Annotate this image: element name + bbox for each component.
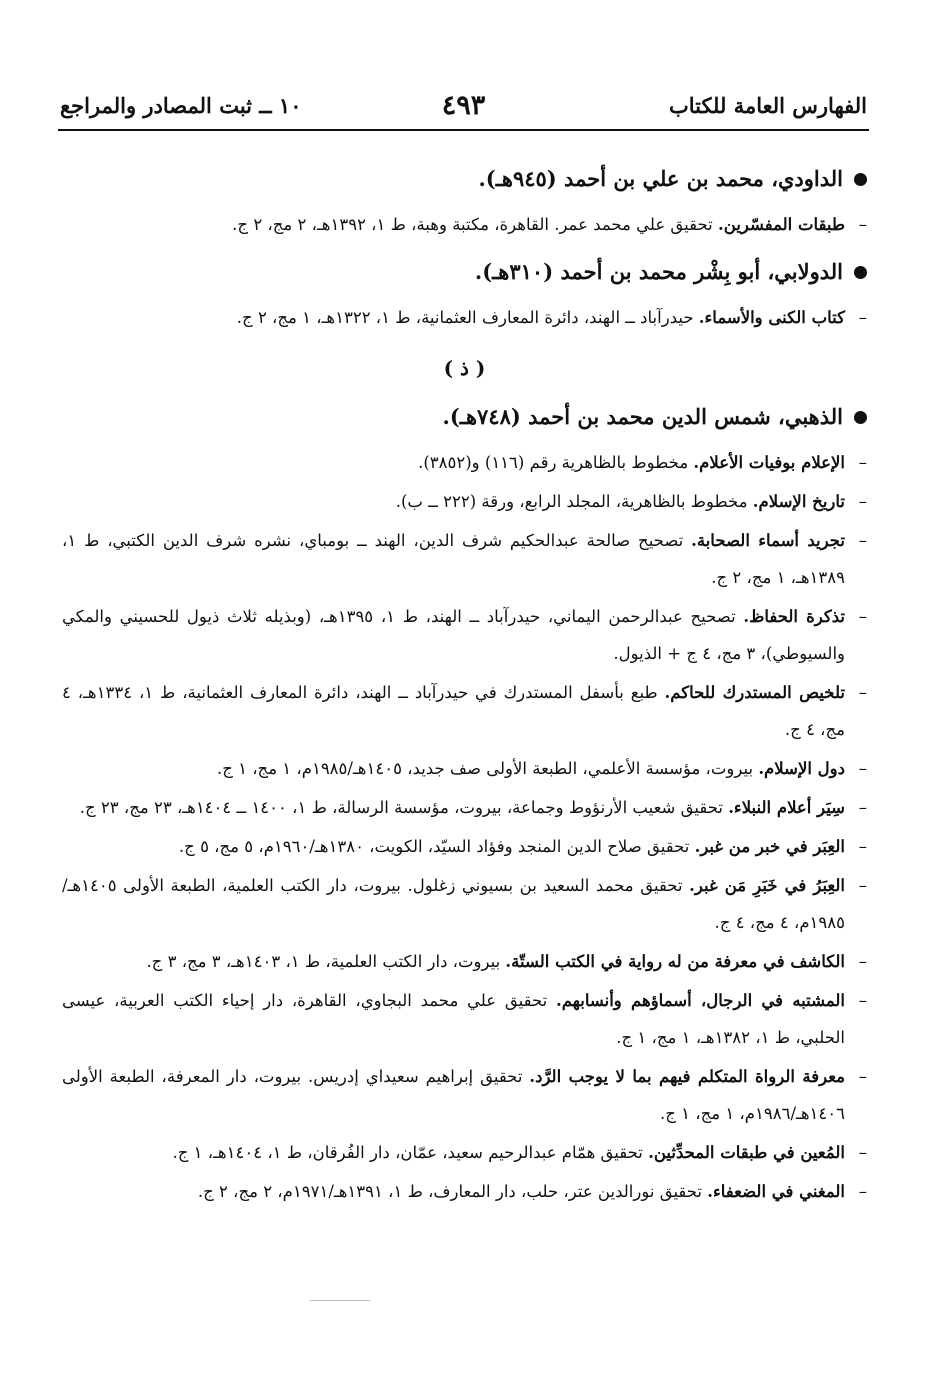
author-heading (62, 160, 867, 198)
entry-details: مخطوط بالظاهرية، المجلد الرابع، ورقة (٢٢٢ ــ ب). (395, 492, 753, 511)
dash-icon: – (858, 1182, 867, 1201)
entry-title: العِبَرُ في خَبَرِ مَن غبر. (689, 876, 845, 895)
bibliography-entry (62, 674, 867, 748)
dash-icon: – (858, 683, 867, 702)
entry-details: تحقيق علي محمد عمر. القاهرة، مكتبة وهبة، ط ١، ١٣٩٢هـ، ٢ مج، ٢ ج. (232, 215, 719, 234)
dash-icon: – (858, 876, 867, 895)
entry-details: بيروت، دار الكتب العلمية، ط ١، ١٤٠٣هـ، ٣ مج، ٣ ج. (146, 952, 506, 971)
dash-icon: – (858, 492, 867, 511)
entry-title: تاريخ الإسلام. (752, 492, 845, 511)
entry-details: تحقيق صلاح الدين المنجد وفؤاد السيّد، الكويت، ١٣٨٠هـ/١٩٦٠م، ٥ مج، ٥ ج. (178, 837, 695, 856)
entry-title: المشتبه في الرجال، أسماؤهم وأنسابهم. (555, 991, 845, 1010)
header-book-index-title: الفهارس العامة للكتاب (668, 92, 867, 118)
entry-details: تحقيق شعيب الأرنؤوط وجماعة، بيروت، مؤسسة الرسالة، ط ١، ١٤٠٠ ــ ١٤٠٤هـ، ٢٣ مج، ٢٣ ج. (79, 798, 729, 817)
bibliography-entry (62, 522, 867, 596)
bibliography-entry (62, 750, 867, 787)
entry-title: سِيَر أعلام النبلاء. (728, 798, 845, 817)
bullet-icon (854, 411, 867, 424)
entry-title: الإعلام بوفيات الأعلام. (693, 453, 845, 472)
entry-title: المغني في الضعفاء. (707, 1182, 845, 1201)
bibliography-entry (62, 1134, 867, 1171)
entry-details: تحقيق إبراهيم سعيداي إدريس. بيروت، دار المعرفة، الطبعة الأولى ١٤٠٦هـ/١٩٨٦م، ١ مج، ١ ج. (62, 1067, 845, 1123)
entry-title: تذكرة الحفاظ. (743, 607, 846, 626)
bibliography-entry (62, 867, 867, 941)
dash-icon: – (858, 991, 867, 1010)
page-number: ٤٩٣ (441, 89, 486, 121)
bibliography-content (62, 150, 867, 1212)
dash-icon: – (858, 837, 867, 856)
dash-icon: – (858, 607, 867, 626)
bibliography-entry (62, 828, 867, 865)
bibliography-entry (62, 789, 867, 826)
entry-details: تحقيق علي محمد البجاوي، القاهرة، دار إحياء الكتب العربية، عيسى الحلبي، ط ١، ١٣٨٢هـ، ١ مج، ١ ج. (62, 991, 845, 1047)
entry-title: طبقات المفسّرين. (718, 215, 845, 234)
bibliography-entry (62, 299, 867, 336)
header-section-title: ١٠ ــ ثبت المصادر والمراجع (60, 92, 302, 118)
bibliography-entry (62, 1173, 867, 1210)
dash-icon: – (858, 215, 867, 234)
entry-details: تصحيح عبدالرحمن اليماني، حيدرآباد ــ الهند، ط ١، ١٣٩٥هـ، (وبذيله ثلاث ذيول للحسيني والمكي والسيوطي)، ٣ مج، ٤ ج + الذيول. (62, 607, 845, 663)
bibliography-entry (62, 982, 867, 1056)
entry-title: معرفة الرواة المتكلم فيهم بما لا يوجب الرَّد. (529, 1067, 846, 1086)
entry-title: تجريد أسماء الصحابة. (691, 531, 845, 550)
author-heading (62, 253, 867, 291)
dash-icon: – (858, 308, 867, 327)
dash-icon: – (858, 952, 867, 971)
header-rule (58, 129, 869, 131)
entry-details: تحقيق محمد السعيد بن بسيوني زغلول. بيروت، دار الكتب العلمية، الطبعة الأولى ١٤٠٥هـ/١٩٨٥م، ٤ مج، ٤ ج. (62, 876, 845, 932)
bibliography-entry (62, 1058, 867, 1132)
entry-title: دول الإسلام. (758, 759, 845, 778)
entry-details: طبع بأسفل المستدرك في حيدرآباد ــ الهند، دائرة المعارف العثمانية، ط ١، ١٣٣٤هـ، ٤ مج، ٤ ج. (62, 683, 845, 739)
bibliography-entry (62, 483, 867, 520)
dash-icon: – (858, 531, 867, 550)
author-name: الداودي، محمد بن علي بن أحمد (٩٤٥هـ). (478, 166, 843, 191)
bibliography-entry (62, 943, 867, 980)
dash-icon: – (858, 798, 867, 817)
entry-details: مخطوط بالظاهرية رقم (١١٦) و(٣٨٥٢). (418, 453, 694, 472)
entry-title: المُعين في طبقات المحدِّثين. (648, 1143, 845, 1162)
bibliography-entry (62, 444, 867, 481)
dash-icon: – (858, 759, 867, 778)
author-heading (62, 398, 867, 436)
dash-icon: – (858, 453, 867, 472)
dash-icon: – (858, 1067, 867, 1086)
dash-icon: – (858, 1143, 867, 1162)
entry-details: بيروت، مؤسسة الأعلمي، الطبعة الأولى صف جديد، ١٤٠٥هـ/١٩٨٥م، ١ مج، ١ ج. (216, 759, 759, 778)
entry-details: تصحيح صالحة عبدالحكيم شرف الدين، الهند ــ بومباي، نشره شرف الدين الكتبي، ط ١، ١٣٨٩هـ، ١ مج، ٢ ج. (62, 531, 845, 587)
author-name: الذهبي، شمس الدين محمد بن أحمد (٧٤٨هـ). (442, 404, 843, 429)
bibliography-entry (62, 206, 867, 243)
entry-title: العِبَر في خبر من غبر. (694, 837, 845, 856)
bullet-icon (854, 266, 867, 279)
entry-title: تلخيص المستدرك للحاكم. (664, 683, 845, 702)
entry-title: الكاشف في معرفة من له رواية في الكتب الستّة. (505, 952, 845, 971)
page-header (60, 86, 867, 124)
footer-divider (310, 1300, 370, 1301)
bullet-icon (854, 173, 867, 186)
bibliography-entry (62, 598, 867, 672)
entry-details: تحقيق نورالدين عتر، حلب، دار المعارف، ط ١، ١٣٩١هـ/١٩٧١م، ٢ مج، ٢ ج. (197, 1182, 708, 1201)
entry-title: كتاب الكنى والأسماء. (698, 308, 845, 327)
author-name: الدولابي، أبو بِشْر محمد بن أحمد (٣١٠هـ). (474, 259, 843, 284)
entry-details: تحقيق همّام عبدالرحيم سعيد، عمّان، دار الفُرقان، ط ١، ١٤٠٤هـ، ١ ج. (172, 1143, 649, 1162)
entry-details: حيدرآباد ــ الهند، دائرة المعارف العثمانية، ط ١، ١٣٢٢هـ، ١ مج، ٢ ج. (236, 308, 699, 327)
section-letter-heading: ( ذ ) (443, 356, 486, 380)
